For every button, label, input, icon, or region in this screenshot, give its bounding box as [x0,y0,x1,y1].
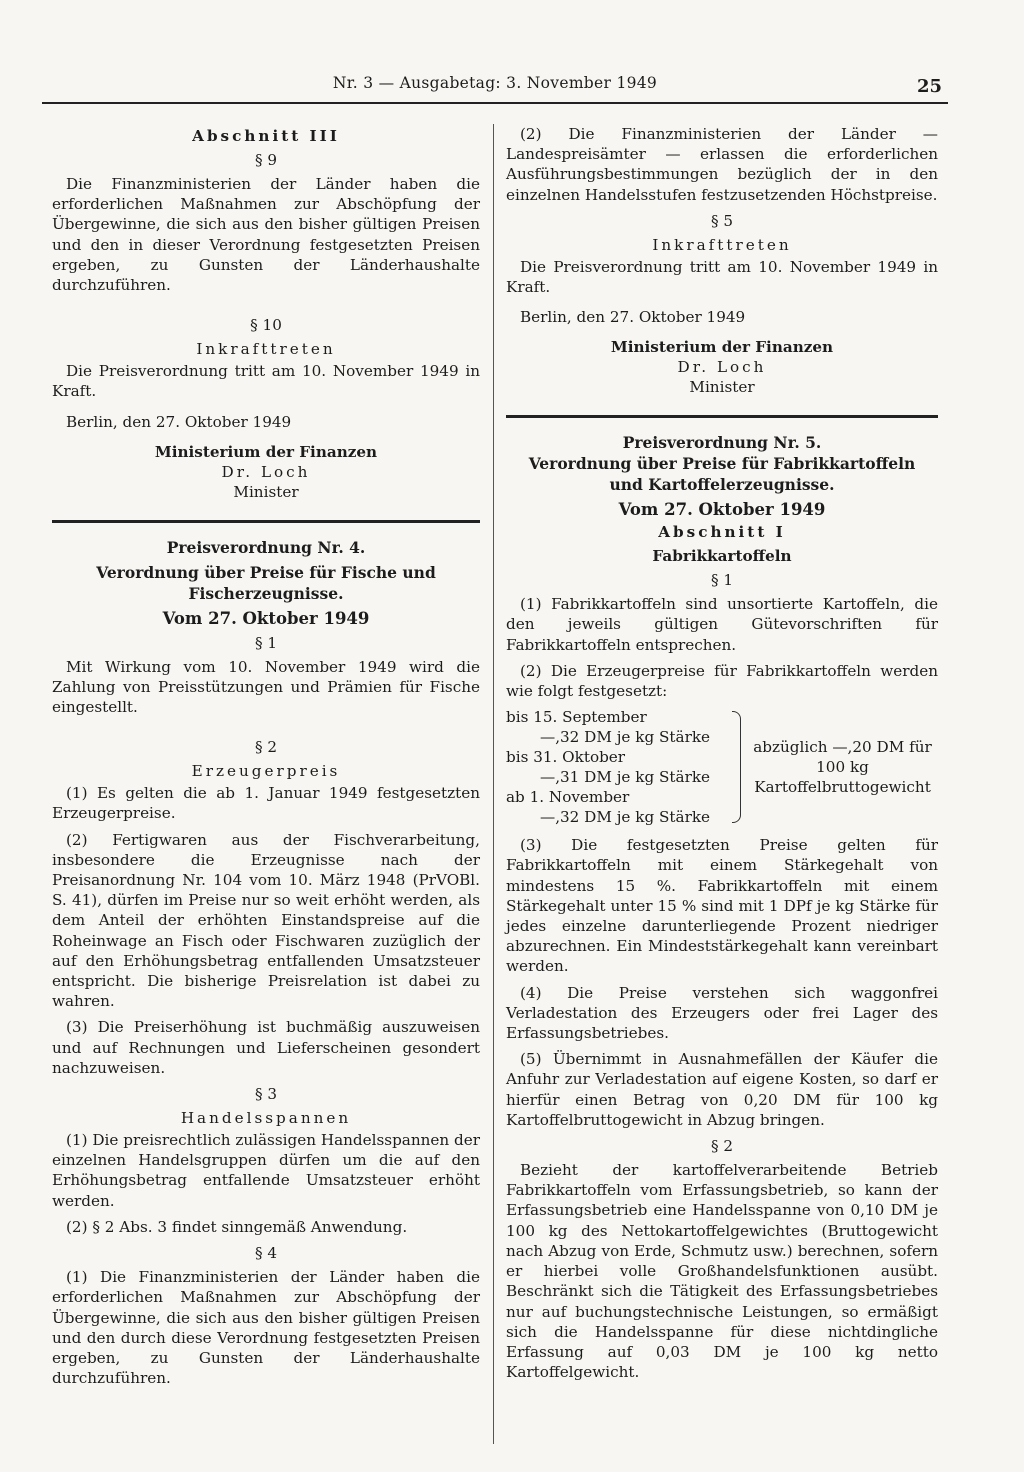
page-header [42,72,948,104]
paragraph-text: (1) Es gelten die ab 1. Januar 1949 festgesetzten Erzeugerpreise. [52,784,480,823]
paragraph-text: Die Finanzministerien der Länder haben die erforderlichen Maßnahmen zur Abschöpfung der Übergewinne, die sich aus den bisher gültigen Preisen und den in dieser Verordnung festgesetzten Preisen ergeben, zu Gunsten der Länderhaushalte durchzuführen. [52,175,480,295]
paragraph-text: (3) Die Preiserhöhung ist buchmäßig auszuweisen und auf Rechnungen und Lieferscheinen gesondert nachzuweisen. [52,1018,480,1077]
paragraph-text: (2) § 2 Abs. 3 findet sinngemäß Anwendung. [66,1217,408,1236]
brace [732,711,741,823]
signer-role: Minister [233,482,299,501]
ordinance-title: Preisverordnung Nr. 5. [622,433,822,453]
section-title: Fabrikkartoffeln [652,547,792,566]
paragraph-text: (5) Übernimmt in Ausnahmefällen der Käufer die Anfuhr zur Verladestation auf eigene Kosten, so darf er hierfür einen Betrag von 0,20 DM für 100 kg Kartoffelbruttogewicht in Abzug bringen. [506,1050,938,1129]
column-divider [493,124,494,1444]
paragraph-text: Bezieht der kartoffelverarbeitende Betrieb Fabrikkartoffeln vom Erfassungsbetrieb, so kann der Erfassungsbetrieb eine Handelsspanne von 0,10 DM je 100 kg des Nettokartoffelgewichtes (Bruttogewicht nach Abzug von Erde, Schmutz usw.) berechnen, sofern er hierbei volle Großhandelsfunktionen ausübt. Beschränkt sich die Tätigkeit des Erfassungsbetriebes nur auf buchungstechnische Leistungen, so ermäßigt sich die Handelsspanne für diese nichtdingliche Erfassung auf 0,03 DM je 100 kg netto Kartoffelgewicht. [506,1161,938,1382]
paragraph-number: § 1 [710,571,734,590]
price-value: —,32 DM je kg Stärke [540,728,711,747]
signer-name: Dr. Loch [677,358,767,377]
paragraph-number: § 2 [254,738,278,757]
paragraph-number: § 5 [710,211,734,230]
section-divider [506,415,938,418]
signer-name: Dr. Loch [221,462,311,481]
ordinance-date: Vom 27. Oktober 1949 [162,608,370,628]
paragraph-number: § 1 [254,633,278,652]
paragraph-text: (1) Die preisrechtlich zulässigen Handelsspannen der einzelnen Handelsgruppen dürfen um die auf den Erhöhungsbetrag entfallende Umsatzsteuer erhöht werden. [52,1131,480,1210]
paragraph-text: (2) Die Finanzministerien der Länder — Landespreisämter — erlassen die erforderlichen Ausführungsbestimmungen bezüglich der in den einzelnen Handelsstufen festzusetzenden Höchstpreise. [506,125,938,204]
paragraph-text: (2) Die Erzeugerpreise für Fabrikkartoffeln werden wie folgt festgesetzt: [506,661,938,701]
issue-title: Nr. 3 — Ausgabetag: 3. November 1949 [332,74,658,92]
paragraph-title: Inkrafttreten [652,235,792,254]
ordinance-subtitle: Verordnung über Preise für Fabrikkartoffeln und Kartoffelerzeugnisse. [528,454,916,495]
section-divider [52,520,480,523]
paragraph-number: § 3 [254,1085,278,1104]
paragraph-text: (4) Die Preise verstehen sich waggonfrei Verladestation des Erzeugers oder frei Lager des Erfassungsbetriebes. [506,983,938,1043]
signer-role: Minister [689,378,755,397]
price-period: ab 1. November [506,788,630,807]
paragraph-text: Die Preisverordnung tritt am 10. November 1949 in Kraft. [506,257,938,297]
paragraph-title: Erzeugerpreis [191,762,341,781]
paragraph-title: Inkrafttreten [196,340,336,359]
paragraph-title: Handelsspannen [180,1109,352,1128]
paragraph-text: Die Preisverordnung tritt am 10. November 1949 in Kraft. [52,362,480,401]
paragraph-number: § 10 [250,316,282,335]
paragraph-text: (3) Die festgesetzten Preise gelten für Fabrikkartoffeln mit einem Stärkegehalt von mindestens 15 %. Fabrikkartoffeln mit einem Stärkegehalt unter 15 % sind mit 1 DPf je kg Stärke für jedes einzelne darunterliegende Prozent niedriger abzurechnen. Ein Mindeststärkegehalt kann vereinbart werden. [506,836,938,976]
price-table [506,707,938,827]
place-date: Berlin, den 27. Oktober 1949 [520,308,746,327]
section-heading: Abschnitt I [658,523,786,542]
ministry-name: Ministerium der Finanzen [610,338,834,357]
price-value: —,31 DM je kg Stärke [540,768,711,787]
ministry-name: Ministerium der Finanzen [154,442,378,461]
paragraph-text: (2) Fertigwaren aus der Fischverarbeitung, insbesondere die Erzeugnisse nach der Preisanordnung Nr. 104 vom 10. März 1948 (PrVOBl. S. 41), dürfen im Preise nur so weit erhöht werden, als dem Anteil der erhöhten Einstandspreise auf die Roheinwage an Fisch oder Fischwaren zuzüglich der auf den Erhöhungsbetrag entfallenden Umsatzsteuer entspricht. Die bisherige Preisrelation ist dabei zu wahren. [52,830,480,1011]
paragraph-number: § 2 [710,1137,734,1156]
section-heading: Abschnitt III [192,127,340,145]
ordinance-date: Vom 27. Oktober 1949 [618,500,826,520]
paragraph-text: (1) Fabrikkartoffeln sind unsortierte Kartoffeln, die den jeweils gültigen Gütevorschriften für Fabrikkartoffeln entsprechen. [506,595,938,654]
page-number: 25 [916,76,942,97]
ordinance-title: Preisverordnung Nr. 4. [166,537,366,557]
price-period: bis 31. Oktober [506,748,626,767]
place-date: Berlin, den 27. Oktober 1949 [66,412,292,431]
paragraph-number: § 4 [254,1244,278,1263]
price-period: bis 15. September [506,708,647,727]
price-value: —,32 DM je kg Stärke [540,808,711,827]
price-list [506,707,732,827]
ordinance-subtitle: Verordnung über Preise für Fische und Fischerzeugnisse. [96,562,436,603]
paragraph-text: (1) Die Finanzministerien der Länder haben die erforderlichen Maßnahmen zur Abschöpfung der Übergewinne, die sich aus den bisher gültigen Preisen und den durch diese Verordnung festgesetzten Preisen ergeben, zu Gunsten der Länderhaushalte durchzuführen. [52,1268,480,1388]
paragraph-number: § 9 [254,151,278,169]
paragraph-text: Mit Wirkung vom 10. November 1949 wird die Zahlung von Preisstützungen und Prämien für Fische eingestellt. [52,657,480,717]
price-deduction: abzüglich —,20 DM für 100 kg Kartoffelbruttogewicht [753,738,932,797]
left-column [52,124,480,1394]
right-column [506,124,938,1388]
